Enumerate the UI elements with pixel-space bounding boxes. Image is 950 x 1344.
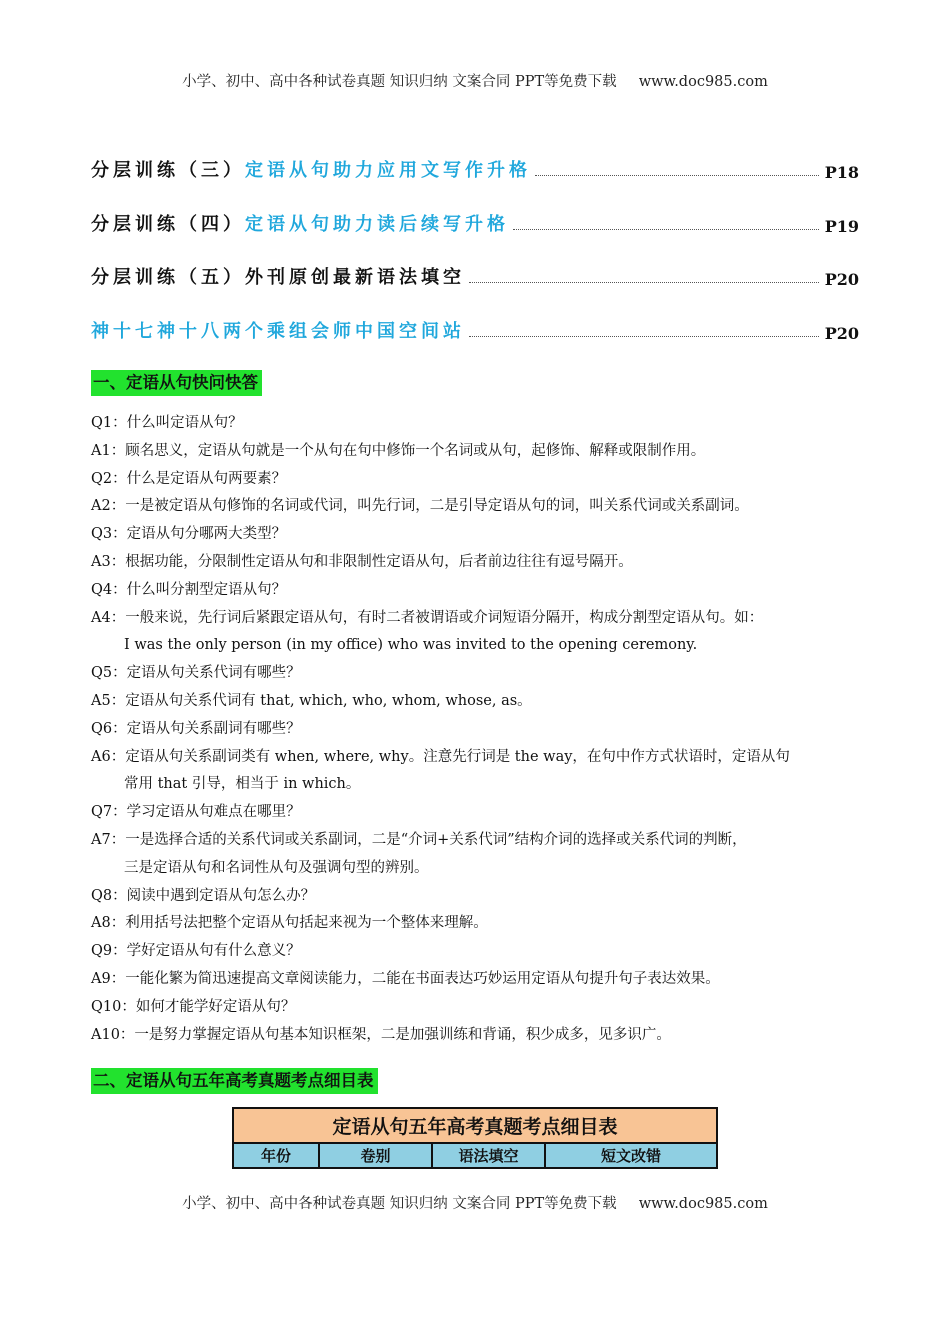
toc-entry[interactable]	[91, 313, 859, 343]
page-footer	[0, 1192, 950, 1213]
qa-line-continuation: 三是定语从句和名词性从句及强调句型的辨别。	[124, 859, 429, 876]
toc-page-number: P18	[824, 163, 859, 182]
header-text: 小学、初中、高中各种试卷真题 知识归纳 文案合同 PPT等免费下载	[182, 74, 617, 90]
qa-line: A9：一能化繁为简迅速提高文章阅读能力，二能在书面表达巧妙运用定语从句提升句子表达效果。	[91, 970, 720, 987]
qa-line: A8：利用括号法把整个定语从句括起来视为一个整体来理解。	[91, 915, 488, 932]
qa-line: Q10：如何才能学好定语从句？	[91, 998, 296, 1015]
table-header-paper: 卷别	[319, 1143, 432, 1168]
toc-entry-title: 定语从句助力应用文写作升格	[245, 160, 531, 181]
table-title: 定语从句五年高考真题考点细目表	[233, 1108, 717, 1143]
section-heading-qa: 一、定语从句快问快答	[91, 370, 262, 396]
toc-entry[interactable]	[91, 152, 859, 182]
toc-page-number: P19	[824, 216, 859, 236]
qa-line: Q8：阅读中遇到定语从句怎么办？	[91, 887, 316, 904]
table-header-grammar-fill: 语法填空	[432, 1143, 545, 1168]
qa-line: Q2：什么是定语从句两要素？	[91, 470, 287, 487]
toc-leader	[469, 281, 819, 283]
qa-list	[91, 410, 861, 1049]
qa-line: Q3：定语从句分哪两大类型？	[91, 526, 287, 543]
page-header	[0, 70, 950, 91]
qa-line: A1：顾名思义，定语从句就是一个从句在句中修饰一个名词或从句，起修饰、解释或限制作用。	[91, 442, 706, 459]
qa-line: A7：一是选择合适的关系代词或关系副词，二是“介词+关系代词”结构介词的选择或关系代词的判断，	[91, 831, 747, 848]
qa-line: Q4：什么叫分割型定语从句？	[91, 581, 287, 598]
qa-line: Q1：什么叫定语从句？	[91, 415, 243, 431]
toc-entry-prefix: 分层训练（三）	[91, 160, 245, 181]
qa-line-continuation: 常用 that 引导，相当于 in which。	[124, 776, 361, 793]
table-header-error-correction: 短文改错	[545, 1143, 717, 1168]
toc-entry-title: 定语从句助力读后续写升格	[245, 213, 509, 235]
footer-url[interactable]: www.doc985.com	[638, 1196, 768, 1212]
toc-page-number: P20	[824, 323, 859, 343]
qa-line: A3：根据功能，分限制性定语从句和非限制性定语从句，后者前边往往有逗号隔开。	[91, 553, 633, 570]
qa-line: A2：一是被定语从句修饰的名词或代词，叫先行词，二是引导定语从句的词，叫关系代词或关系副词。	[91, 498, 749, 515]
toc-leader	[469, 335, 819, 337]
toc-entry-title: 神十七神十八两个乘组会师中国空间站	[91, 320, 465, 342]
header-url[interactable]: www.doc985.com	[638, 74, 768, 90]
section-heading-table: 二、定语从句五年高考真题考点细目表	[91, 1068, 378, 1094]
toc-entry[interactable]	[91, 206, 859, 236]
exam-point-table	[232, 1107, 718, 1169]
toc-leader	[513, 228, 819, 230]
toc-entry-prefix: 分层训练（四）	[91, 213, 245, 235]
table-header-year: 年份	[233, 1143, 319, 1168]
qa-line: Q9：学好定语从句有什么意义？	[91, 943, 301, 960]
qa-line: A4：一般来说，先行词后紧跟定语从句，有时二者被谓语或介词短语分隔开，构成分割型定语从句。如：	[91, 609, 764, 626]
toc-entry-prefix: 分层训练（五）外刊原创最新语法填空	[91, 267, 465, 288]
qa-line: Q5：定语从句关系代词有哪些？	[91, 665, 301, 682]
qa-line: Q6：定语从句关系副词有哪些？	[91, 720, 301, 737]
qa-line: Q7：学习定语从句难点在哪里？	[91, 804, 301, 821]
table-of-contents	[91, 152, 859, 366]
footer-text: 小学、初中、高中各种试卷真题 知识归纳 文案合同 PPT等免费下载	[182, 1196, 617, 1212]
qa-line: A5：定语从句关系代词有 that, which, who, whom, whose, as。	[91, 692, 532, 709]
qa-line: A10：一是努力掌握定语从句基本知识框架，二是加强训练和背诵，积少成多，见多识广。	[91, 1026, 671, 1043]
qa-line-continuation: I was the only person (in my office) who was invited to the opening ceremony.	[124, 637, 698, 654]
toc-entry[interactable]	[91, 259, 859, 289]
toc-page-number: P20	[824, 270, 859, 289]
toc-leader	[535, 174, 819, 176]
qa-line: A6：定语从句关系副词类有 when, where, why。注意先行词是 the way，在句中作方式状语时，定语从句	[91, 748, 790, 765]
